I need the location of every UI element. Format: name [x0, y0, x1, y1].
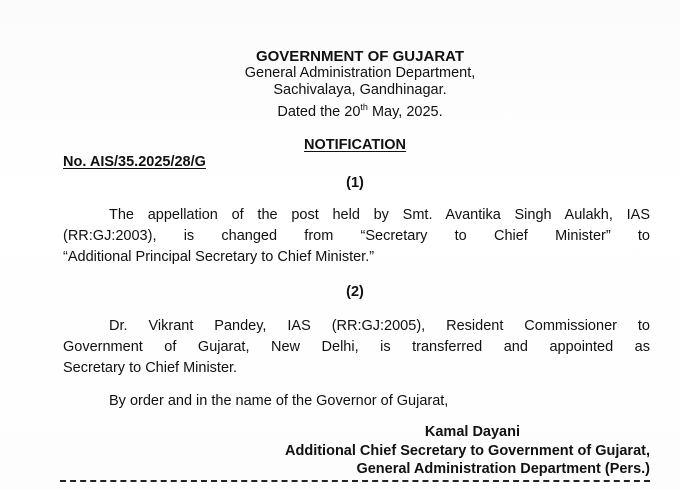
section-2-number: (2) — [346, 284, 364, 300]
section-2-line: Government of Gujarat, New Delhi, is transferred and appointed as — [63, 339, 650, 355]
signatory-designation: Additional Chief Secretary to Government of Gujarat, — [285, 443, 650, 459]
government-title: GOVERNMENT OF GUJARAT — [255, 48, 465, 65]
dashed-divider — [60, 480, 650, 482]
by-order-line: By order and in the name of the Governor of Gujarat, — [109, 393, 449, 409]
section-1-line: The appellation of the post held by Smt. Avantika Singh Aulakh, IAS — [109, 207, 650, 223]
signatory-department: General Administration Department (Pers.) — [356, 461, 650, 477]
date-prefix: Dated the 20 — [277, 103, 361, 120]
section-2-line: Secretary to Chief Minister. — [63, 360, 238, 376]
date-suffix: May, 2025. — [367, 103, 443, 120]
signatory-name: Kamal Dayani — [424, 424, 520, 440]
section-1-number: (1) — [346, 175, 364, 191]
section-1-paragraph — [63, 205, 650, 268]
department-name: General Administration Department, — [244, 65, 476, 81]
office-address: Sachivalaya, Gandhinagar. — [273, 82, 447, 98]
notification-heading: NOTIFICATION — [303, 137, 407, 153]
section-1-line: “Additional Principal Secretary to Chief Minister.” — [63, 249, 375, 265]
section-2-line: Dr. Vikrant Pandey, IAS (RR:GJ:2005), Resident Commissioner to — [109, 318, 650, 334]
notification-number: No. AIS/35.2025/28/G — [63, 154, 206, 170]
section-2-paragraph — [63, 316, 650, 379]
date-line — [180, 99, 540, 121]
date-ordinal: th — [360, 102, 368, 112]
section-1-line: (RR:GJ:2003), is changed from “Secretary to Chief Minister” to — [63, 228, 650, 244]
